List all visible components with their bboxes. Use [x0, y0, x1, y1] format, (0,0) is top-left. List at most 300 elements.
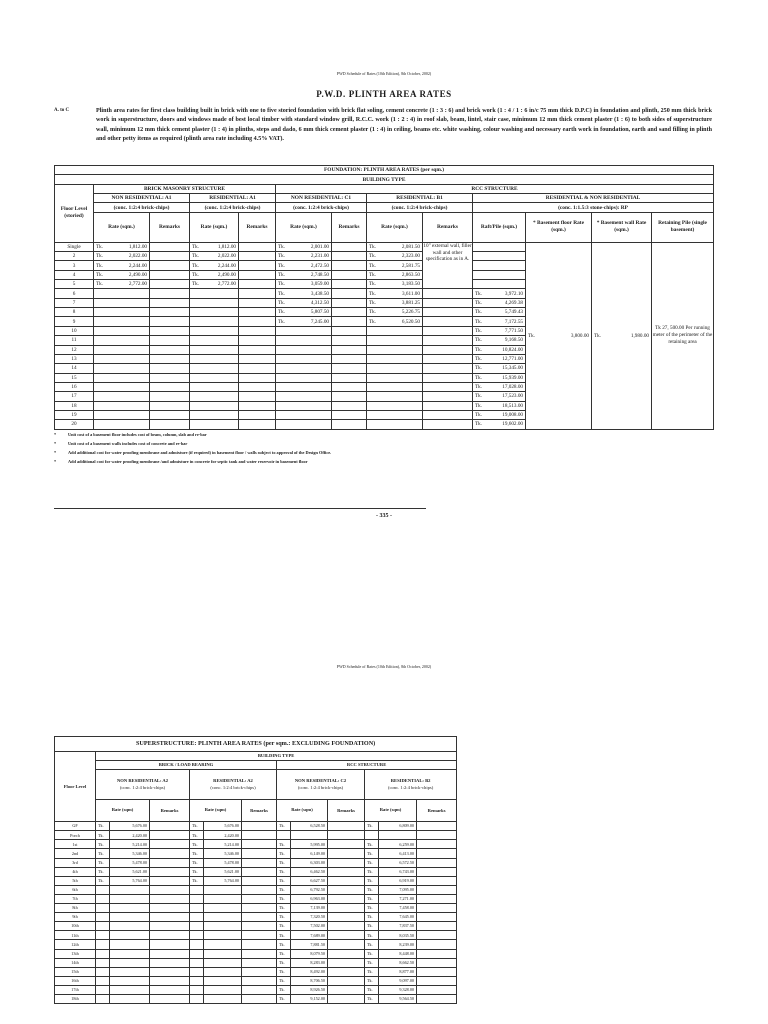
floor-cell: 10	[55, 326, 94, 335]
remarks-cell	[417, 822, 457, 831]
b2-res-rate-cell: 6,413.00	[379, 849, 417, 858]
remarks-header: Remarks	[150, 800, 190, 822]
remarks-cell	[332, 308, 367, 317]
remarks-cell	[239, 252, 276, 261]
rate-value: 2,001.00	[310, 243, 329, 250]
a1-nonres-rate-cell	[94, 410, 150, 419]
remarks-cell	[328, 885, 365, 894]
a2-nonres-rate-cell	[110, 958, 150, 967]
a2-nonres-rate-cell	[110, 976, 150, 985]
rate-value: 2,081.50	[401, 243, 420, 250]
rate-value: 1,812.00	[128, 243, 147, 250]
b1-res-rate-cell	[367, 354, 423, 363]
c2-nonres-rate-cell: 8,492.00	[291, 967, 328, 976]
rate-value: 7,771.50	[504, 327, 523, 334]
a2-nonres-currency-cell: Tk.	[96, 840, 110, 849]
b2-res-currency-cell: Tk.	[365, 876, 379, 885]
b1-res-rate-cell	[367, 382, 423, 391]
floor-cell: 2nd	[55, 849, 96, 858]
remarks-cell	[417, 958, 457, 967]
c1-nonres-rate-cell	[276, 373, 332, 382]
b2-res-rate-cell: 7,095.00	[379, 885, 417, 894]
rate-value: 17,523.00	[502, 393, 523, 400]
b2-res-rate-cell: 7,837.50	[379, 922, 417, 931]
c2-nonres-currency-cell: Tk.	[277, 931, 291, 940]
remarks-cell	[242, 849, 277, 858]
footnote-text: Add additional cost for water proofing membrane /and admixture in concrete for septic tank and water reservoir in basement floor	[68, 459, 308, 464]
footnote-divider	[54, 508, 426, 509]
remarks-cell	[332, 373, 367, 382]
currency-label: Tk.	[278, 318, 286, 325]
rate-value: 2,863.50	[401, 271, 420, 278]
remarks-cell	[239, 270, 276, 279]
floor-cell: 10th	[55, 922, 96, 931]
remarks-cell	[332, 261, 367, 270]
b2-res-currency-cell: Tk.	[365, 922, 379, 931]
a2-res-rate-cell	[204, 958, 242, 967]
table-row	[55, 849, 457, 858]
a1-nonres-rate-cell	[94, 401, 150, 410]
b2-res-rate-cell: 6,809.00	[379, 822, 417, 831]
remarks-cell	[423, 373, 473, 382]
remarks-cell	[150, 867, 190, 876]
a1-nonres-header: NON RESIDENTIAL: A1	[94, 194, 190, 203]
a2-nonres-rate-cell	[110, 967, 150, 976]
b2-res-currency-cell: Tk.	[365, 904, 379, 913]
b2-res-rate-cell: 9,564.50	[379, 994, 417, 1003]
remarks-header: Remarks	[328, 800, 365, 822]
a2-res-header	[190, 770, 277, 800]
c1-nonres-rate-cell	[276, 252, 332, 261]
c2-nonres-currency-cell: Tk.	[277, 922, 291, 931]
building-type-header: BUILDING TYPE	[55, 175, 714, 184]
b1-res-rate-cell	[367, 242, 423, 251]
a2-res-rate-cell	[204, 994, 242, 1003]
c1-nonres-header: NON RESIDENTIAL: C1	[276, 194, 367, 203]
a1-nonres-rate-cell	[94, 298, 150, 307]
remarks-cell	[328, 840, 365, 849]
a2-res-currency-cell	[190, 922, 204, 931]
c2-nonres-currency-cell: Tk.	[277, 885, 291, 894]
remarks-cell	[239, 326, 276, 335]
c2-nonres-currency-cell: Tk.	[277, 913, 291, 922]
remarks-cell	[150, 289, 190, 298]
floor-cell: 6th	[55, 885, 96, 894]
c2-nonres-currency-cell: Tk.	[277, 958, 291, 967]
remarks-cell	[423, 317, 473, 326]
floor-cell: 3rd	[55, 858, 96, 867]
remarks-header: Remarks	[242, 800, 277, 822]
rate-value: 9,168.50	[504, 337, 523, 344]
rate-value: 19,602.00	[502, 421, 523, 428]
remarks-cell	[242, 822, 277, 831]
currency-label: Tk.	[369, 309, 377, 316]
floor-cell: 5th	[55, 876, 96, 885]
b2-res-currency-cell	[365, 831, 379, 840]
remarks-cell	[242, 985, 277, 994]
currency-label: Tk.	[369, 290, 377, 297]
a2-res-rate-cell: 5,478.00	[204, 858, 242, 867]
b2-res-rate-cell	[379, 831, 417, 840]
a2-nonres-currency-cell: Tk.	[96, 867, 110, 876]
remarks-cell	[417, 976, 457, 985]
raft-pile-rate-cell	[473, 289, 526, 298]
remarks-cell	[417, 867, 457, 876]
a2-nonres-currency-cell	[96, 949, 110, 958]
remarks-cell	[332, 252, 367, 261]
a1-res-rate-cell	[190, 410, 239, 419]
remarks-cell	[242, 867, 277, 876]
rate-value: 2,323.00	[401, 253, 420, 260]
currency-label: Tk.	[528, 332, 536, 339]
a2-res-title: RESIDENTIAL: A2	[213, 777, 253, 783]
remarks-cell	[150, 317, 190, 326]
a2-res-rate-cell: 2,420.00	[204, 831, 242, 840]
remarks-cell	[423, 392, 473, 401]
raft-pile-rate-cell	[473, 252, 526, 261]
remarks-cell	[417, 831, 457, 840]
remarks-cell	[150, 904, 190, 913]
remarks-cell	[150, 876, 190, 885]
page-header: PWD Schedule of Rates (10th Edition), 8th October, 2002)	[336, 71, 432, 76]
b1-res-rate-cell	[367, 336, 423, 345]
a2-res-rate-cell	[204, 976, 242, 985]
a2-nonres-currency-cell	[96, 904, 110, 913]
footnote-item	[54, 441, 434, 447]
a2-nonres-currency-cell	[96, 976, 110, 985]
remarks-cell	[417, 894, 457, 903]
remarks-cell	[417, 940, 457, 949]
currency-label: Tk.	[475, 421, 483, 428]
a2-nonres-currency-cell	[96, 940, 110, 949]
remarks-cell	[239, 401, 276, 410]
a1-res-rate-cell	[190, 308, 239, 317]
floor-cell: 17	[55, 392, 94, 401]
a2-res-rate-cell: 5,214.00	[204, 840, 242, 849]
c2-nonres-rate-cell	[291, 831, 328, 840]
a2-res-rate-cell	[204, 922, 242, 931]
floor-cell: Single	[55, 242, 94, 251]
remarks-cell	[417, 849, 457, 858]
remarks-cell	[332, 280, 367, 289]
a2-nonres-title: NON RESIDENTIAL: A2	[116, 777, 169, 783]
a2-res-currency-cell	[190, 985, 204, 994]
a2-res-currency-cell: Tk.	[190, 867, 204, 876]
foundation-rates-table	[54, 165, 714, 430]
a1-nonres-subheader: (conc. 1:2:4 brick-chips)	[94, 203, 190, 212]
remarks-cell	[417, 967, 457, 976]
a1-nonres-rate-cell	[94, 326, 150, 335]
currency-label: Tk.	[192, 243, 200, 250]
a2-res-currency-cell: Tk.	[190, 849, 204, 858]
a1-res-rate-cell	[190, 326, 239, 335]
currency-label: Tk.	[278, 253, 286, 260]
remarks-cell	[150, 298, 190, 307]
a1-nonres-rate-cell	[94, 345, 150, 354]
b2-res-rate-cell: 7,645.00	[379, 913, 417, 922]
currency-label: Tk.	[369, 299, 377, 306]
b1-res-rate-cell	[367, 401, 423, 410]
floor-cell: 7th	[55, 894, 96, 903]
remarks-header: Remarks	[239, 212, 276, 242]
currency-label: Tk.	[475, 337, 483, 344]
page-number: - 335 -	[376, 513, 392, 519]
remarks-cell	[150, 958, 190, 967]
intro-paragraph: Plinth area rates for first class building built in brick with one to five storied foundation with brick flat soling, cement concrete (1 : 3 : 6) and brick work (1 : 4 / 1 : 6 in/c 75 mm thick D.P.C) in foundation and plinth, 250 mm thick brick work in superstructure, doors and windows made of best local timber with standard window grill, R.C.C. work (1 : 2 : 4) in roof slab, beam, lintel, stair case, minimum 12 mm thick cement plaster (1 : 6) to both sides of superstructure wall, minimum 12 mm thick cement plaster (1 : 4) in plinths, steps and dado, 6 mm thick cement plaster (1 : 4) in ceiling, beams etc. white washing, colour washing and necessary earth work in foundation, earth and sand filling in plinth and other petty items as required (plinth area rate including 4.5% VAT).	[96, 108, 712, 142]
rate-value: 15,939.00	[502, 374, 523, 381]
floor-cell: 14th	[55, 958, 96, 967]
c2-nonres-currency-cell: Tk.	[277, 849, 291, 858]
remarks-cell	[239, 242, 276, 251]
a1-nonres-rate-cell	[94, 308, 150, 317]
rate-value: 3,438.50	[310, 290, 329, 297]
rate-header: Rate (sqm.)	[367, 212, 423, 242]
c2-nonres-title: NON RESIDENTIAL: C2	[294, 777, 347, 783]
c2-nonres-currency-cell: Tk.	[277, 940, 291, 949]
b2-res-currency-cell: Tk.	[365, 994, 379, 1003]
a1-res-subheader: (conc. 1:2:4 brick-chips)	[190, 203, 276, 212]
c2-nonres-rate-cell: 5,995.00	[291, 840, 328, 849]
a2-nonres-rate-cell	[110, 940, 150, 949]
rate-value: 12,771.00	[502, 356, 523, 363]
remarks-cell	[242, 949, 277, 958]
footnote-mark: *	[54, 450, 57, 455]
rate-header: Rate (sqm.)	[276, 212, 332, 242]
table-row	[55, 931, 457, 940]
c2-nonres-rate-cell: 7,502.00	[291, 922, 328, 931]
table-row	[55, 840, 457, 849]
currency-label: Tk.	[475, 318, 483, 325]
a1-res-rate-cell	[190, 280, 239, 289]
rate-value: 2,244.00	[217, 262, 236, 269]
document-title: P.W.D. PLINTH AREA RATES	[316, 89, 452, 99]
c1-nonres-rate-cell	[276, 270, 332, 279]
floor-cell: 12	[55, 345, 94, 354]
b2-res-currency-cell: Tk.	[365, 940, 379, 949]
table-row	[55, 922, 457, 931]
rate-header: Rate (sqm)	[190, 800, 242, 822]
remarks-cell	[239, 336, 276, 345]
currency-label: Tk.	[192, 253, 200, 260]
remarks-header: Remarks	[332, 212, 367, 242]
b2-res-currency-cell: Tk.	[365, 849, 379, 858]
remarks-cell	[423, 345, 473, 354]
a2-res-rate-cell	[204, 904, 242, 913]
footnotes	[54, 432, 434, 468]
remarks-cell	[423, 364, 473, 373]
c2-nonres-currency-cell: Tk.	[277, 822, 291, 831]
a2-res-rate-cell: 5,346.00	[204, 849, 242, 858]
a1-res-header: RESIDENTIAL: A1	[190, 194, 276, 203]
remarks-cell	[332, 420, 367, 429]
floor-cell: 11	[55, 336, 94, 345]
c1-nonres-rate-cell	[276, 280, 332, 289]
remarks-cell	[150, 931, 190, 940]
b2-res-currency-cell: Tk.	[365, 958, 379, 967]
remarks-cell	[150, 976, 190, 985]
remarks-cell	[239, 308, 276, 317]
a2-res-currency-cell: Tk.	[190, 876, 204, 885]
remarks-cell	[332, 289, 367, 298]
a1-res-rate-cell	[190, 317, 239, 326]
b1-remarks-cell: 10" external wall, filler wall and other specification as in A.	[423, 242, 473, 289]
b2-res-currency-cell: Tk.	[365, 858, 379, 867]
remarks-header: Remarks	[423, 212, 473, 242]
remarks-cell	[332, 382, 367, 391]
remarks-cell	[242, 894, 277, 903]
b2-res-currency-cell: Tk.	[365, 885, 379, 894]
a1-nonres-rate-cell	[94, 261, 150, 270]
floor-level-header: Floor Level (storied)	[55, 184, 94, 242]
remarks-cell	[150, 420, 190, 429]
c1-nonres-rate-cell	[276, 364, 332, 373]
rate-value: 5,749.43	[504, 309, 523, 316]
c2-nonres-rate-cell: 8,079.50	[291, 949, 328, 958]
a2-res-subheader: (conc. 1:2:4 brick-chips)	[210, 784, 256, 790]
section-reference: A. to C	[54, 108, 70, 113]
rate-value: 1,812.00	[217, 243, 236, 250]
raft-pile-rate-cell	[473, 280, 526, 289]
c2-nonres-rate-cell: 9,152.00	[291, 994, 328, 1003]
b2-res-rate-cell: 8,035.50	[379, 931, 417, 940]
basement-wall-value: 1,980.00	[630, 332, 649, 339]
a2-res-currency-cell	[190, 894, 204, 903]
c2-nonres-rate-cell: 7,320.50	[291, 913, 328, 922]
raft-pile-rate-cell	[473, 410, 526, 419]
c2-nonres-rate-cell: 8,283.00	[291, 958, 328, 967]
rate-value: 3,059.00	[310, 281, 329, 288]
remarks-cell	[239, 280, 276, 289]
b1-res-rate-cell	[367, 289, 423, 298]
remarks-cell	[239, 317, 276, 326]
currency-label: Tk.	[475, 327, 483, 334]
remarks-cell	[417, 885, 457, 894]
raft-pile-rate-cell	[473, 242, 526, 251]
c2-nonres-rate-cell: 6,963.00	[291, 894, 328, 903]
remarks-cell	[239, 289, 276, 298]
remarks-cell	[332, 410, 367, 419]
c2-nonres-rate-cell: 7,689.00	[291, 931, 328, 940]
a2-nonres-rate-cell	[110, 985, 150, 994]
a1-res-rate-cell	[190, 345, 239, 354]
currency-label: Tk.	[369, 243, 377, 250]
c1-nonres-rate-cell	[276, 382, 332, 391]
raft-pile-rate-cell	[473, 317, 526, 326]
footnote-mark: *	[54, 432, 57, 437]
a2-nonres-currency-cell	[96, 885, 110, 894]
brick-masonry-header: BRICK MASONRY STRUCTURE	[94, 184, 276, 193]
table-row	[55, 885, 457, 894]
raft-pile-rate-cell	[473, 345, 526, 354]
a2-nonres-currency-cell: Tk.	[96, 876, 110, 885]
footnote-mark: *	[54, 459, 57, 464]
b1-res-subheader: (conc. 1:2:4 brick-chips)	[367, 203, 473, 212]
currency-label: Tk.	[192, 271, 200, 278]
remarks-cell	[332, 345, 367, 354]
a2-res-currency-cell	[190, 931, 204, 940]
b2-res-rate-cell: 9,328.00	[379, 985, 417, 994]
a1-nonres-rate-cell	[94, 382, 150, 391]
a1-nonres-rate-cell	[94, 354, 150, 363]
b2-res-title: RESIDENTIAL: B2	[390, 777, 431, 783]
c1-nonres-rate-cell	[276, 317, 332, 326]
rate-value: 2,772.00	[128, 281, 147, 288]
a1-res-rate-cell	[190, 298, 239, 307]
table-row	[55, 904, 457, 913]
remarks-cell	[239, 354, 276, 363]
a2-nonres-currency-cell: Tk.	[96, 858, 110, 867]
basement-wall-header: * Basement wall Rate (sqm.)	[592, 212, 652, 242]
a2-res-currency-cell	[190, 885, 204, 894]
floor-cell: 13	[55, 354, 94, 363]
c1-nonres-rate-cell	[276, 298, 332, 307]
c2-nonres-currency-cell: Tk.	[277, 840, 291, 849]
floor-cell: 16th	[55, 976, 96, 985]
c2-nonres-currency-cell: Tk.	[277, 894, 291, 903]
table-row	[55, 876, 457, 885]
remarks-cell	[239, 410, 276, 419]
a1-res-rate-cell	[190, 364, 239, 373]
c1-nonres-rate-cell	[276, 289, 332, 298]
floor-level-header: Floor Level	[55, 752, 96, 822]
b2-res-rate-cell: 8,239.00	[379, 940, 417, 949]
a2-nonres-rate-cell	[110, 922, 150, 931]
remarks-cell	[328, 985, 365, 994]
c2-nonres-rate-cell: 6,462.50	[291, 867, 328, 876]
a2-nonres-currency-cell	[96, 985, 110, 994]
remarks-cell	[239, 420, 276, 429]
remarks-cell	[242, 913, 277, 922]
remarks-cell	[328, 940, 365, 949]
remarks-cell	[150, 392, 190, 401]
table-row	[55, 242, 714, 251]
c2-nonres-header	[277, 770, 365, 800]
c2-nonres-currency-cell: Tk.	[277, 976, 291, 985]
a2-nonres-currency-cell: Tk.	[96, 822, 110, 831]
remarks-cell	[417, 985, 457, 994]
floor-cell: 19	[55, 410, 94, 419]
remarks-cell	[423, 410, 473, 419]
remarks-cell	[242, 958, 277, 967]
a2-res-currency-cell: Tk.	[190, 822, 204, 831]
remarks-cell	[150, 354, 190, 363]
currency-label: Tk.	[475, 384, 483, 391]
currency-label: Tk.	[96, 262, 104, 269]
c1-nonres-rate-cell	[276, 410, 332, 419]
remarks-cell	[328, 931, 365, 940]
remarks-cell	[242, 994, 277, 1003]
currency-label: Tk.	[278, 262, 286, 269]
c2-nonres-rate-cell: 8,706.50	[291, 976, 328, 985]
footnote-item	[54, 432, 434, 438]
a2-nonres-currency-cell: Tk.	[96, 849, 110, 858]
a2-nonres-subheader: (conc. 1:2:4 brick-chips)	[119, 784, 166, 790]
floor-cell: 6	[55, 289, 94, 298]
b1-res-rate-cell	[367, 420, 423, 429]
currency-label: Tk.	[369, 318, 377, 325]
remarks-cell	[239, 298, 276, 307]
rate-value: 2,244.00	[128, 262, 147, 269]
remarks-cell	[150, 252, 190, 261]
c2-nonres-currency-cell: Tk.	[277, 876, 291, 885]
remarks-cell	[242, 967, 277, 976]
floor-cell: 4th	[55, 867, 96, 876]
remarks-cell	[150, 410, 190, 419]
a2-nonres-currency-cell: Tk.	[96, 831, 110, 840]
basement-wall-cell	[592, 242, 652, 429]
a2-res-currency-cell: Tk.	[190, 831, 204, 840]
footnote-text: Add additional cost for water proofing membrane and admixture (if required) in basement floor / walls subject to approval of the Design Office.	[68, 450, 332, 455]
